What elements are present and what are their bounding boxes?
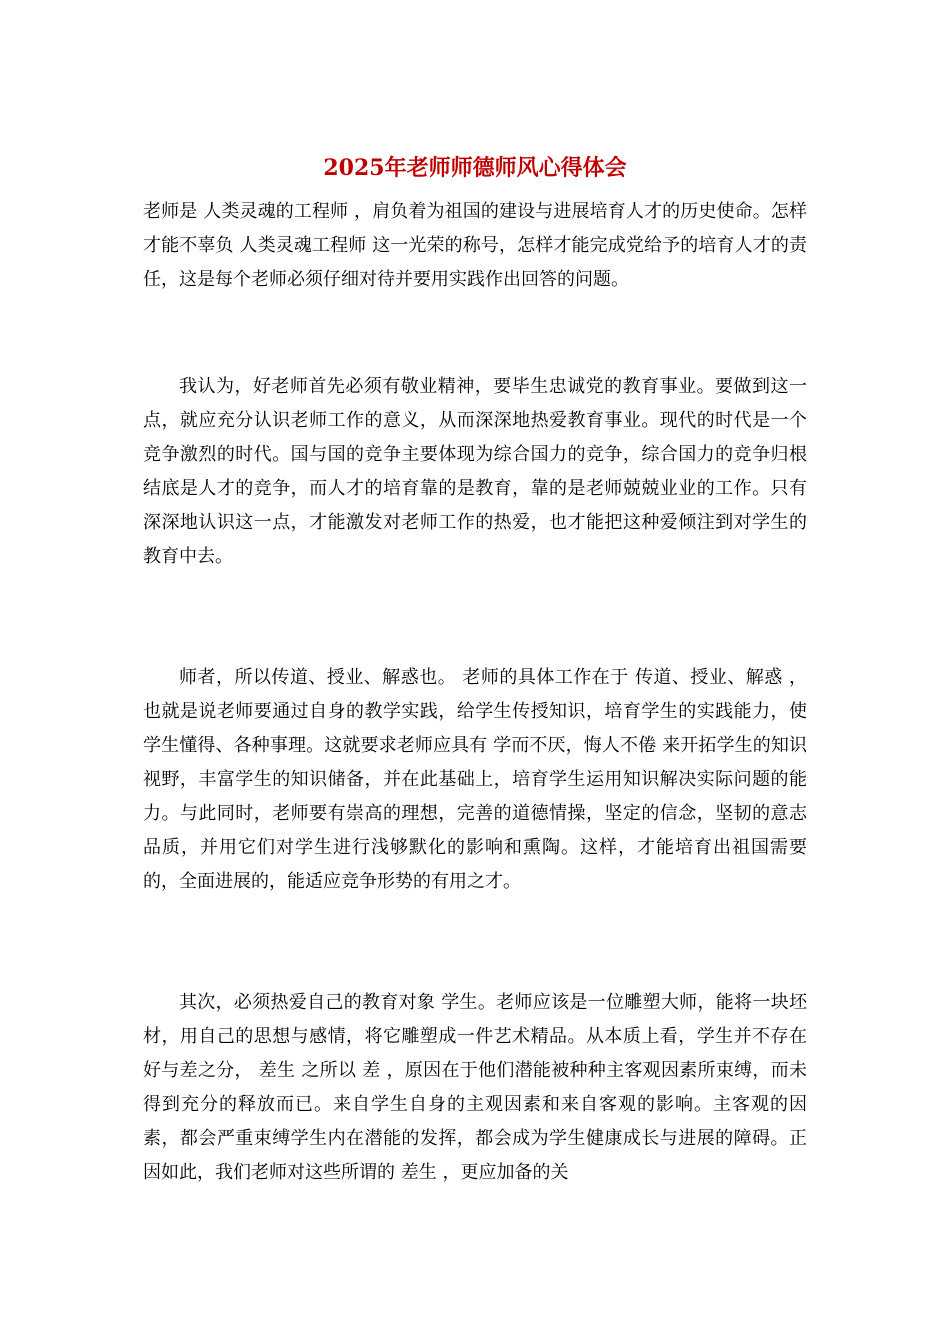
paragraph-teaching: 师者，所以传道、授业、解惑也。 老师的具体工作在于 传道、授业、解惑 ，也就是说老师要通过自身的教学实践，给学生传授知识，培育学生的实践能力，使学生懂得、各种事理。这就要求老师应具有 学而不厌，悔人不倦 来开拓学生的知识视野，丰富学生的知识储备，并在此基础上，培育学生运用知识解决实际问题的能力。与此同时，老师要有崇高的理想，完善的道德情操，坚定的信念，坚韧的意志品质，并用它们对学生进行浅够默化的影响和熏陶。这样，才能培育出祖国需要的，全面进展的，能适应竞争形势的有用之才。 bbox=[143, 667, 807, 892]
paragraph-intro: 老师是 人类灵魂的工程师 ，肩负着为祖国的建设与进展培育人才的历史使命。怎样才能不辜负 人类灵魂工程师 这一光荣的称号，怎样才能完成党给予的培育人才的责任，这是每个老师必须仔细对待并要用实践作出回答的问题。 bbox=[143, 201, 807, 290]
paragraph-dedication: 我认为，好老师首先必须有敬业精神，要毕生忠诚党的教育事业。要做到这一点，就应充分认识老师工作的意义，从而深深地热爱教育事业。现代的时代是一个竞争激烈的时代。国与国的竞争主要体现为综合国力的竞争，综合国力的竞争归根结底是人才的竞争，而人才的培育靠的是教育，靠的是老师兢兢业业的工作。只有深深地认识这一点，才能激发对老师工作的热爱，也才能把这种爱倾注到对学生的教育中去。 bbox=[143, 376, 807, 567]
document-title: 2025年老师师德师风心得体会 bbox=[323, 155, 627, 181]
paragraph-students: 其次，必须热爱自己的教育对象 学生。老师应该是一位雕塑大师，能将一块坯材，用自己的思想与感情，将它雕塑成一件艺术精品。从本质上看，学生并不存在好与差之分， 差生 之所以 差 ，原因在于他们潜能被种种主客观因素所束缚，而未得到充分的释放而已。来自学生自身的主观因素和来自客观的影响。主客观的因素，都会严重束缚学生内在潜能的发挥，都会成为学生健康成长与进展的障碍。正因如此，我们老师对这些所谓的 差生 ，更应加备的关 bbox=[143, 992, 807, 1183]
